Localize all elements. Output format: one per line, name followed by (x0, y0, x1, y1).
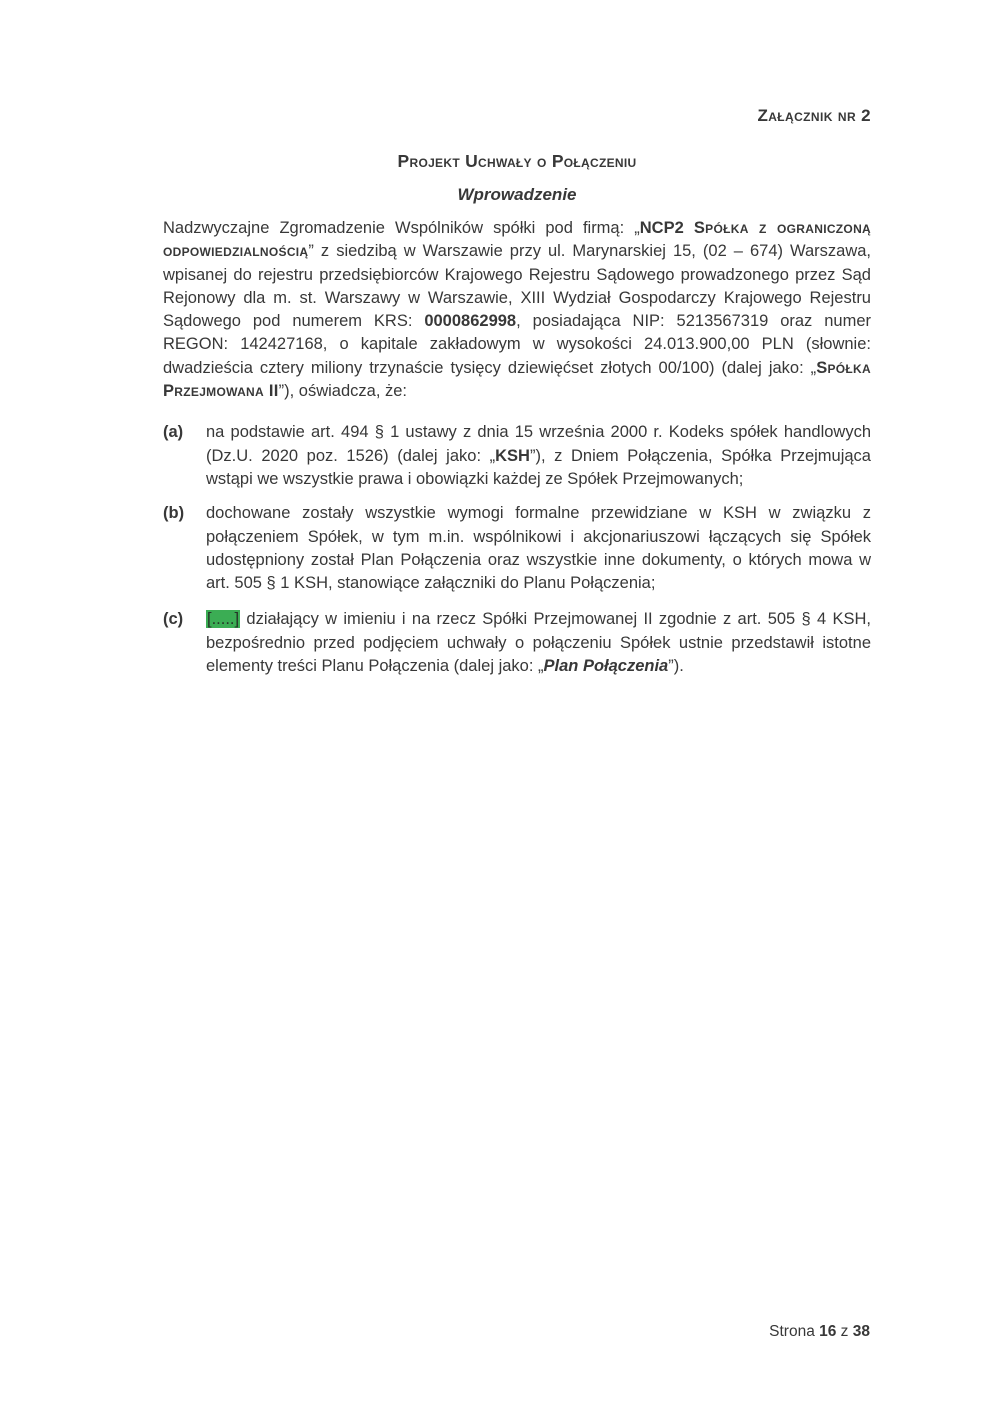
text-segment: Strona (769, 1323, 820, 1340)
text-segment: ”), z Dniem Połączenia, Spółka Przejmująca wstąpi we wszystkie prawa i obowiązki każdej ze Spółek Przejmowanych; (206, 446, 871, 488)
text-segment: ”), oświadcza, że: (278, 382, 407, 401)
document-subtitle: Wprowadzenie (457, 185, 577, 204)
item-text (206, 423, 871, 488)
list-item-c (163, 608, 871, 678)
text-segment: dochowane zostały wszystkie wymogi formalne przewidziane w KSH w związku z połączeniem Spółek, w tym m.in. wspólnikowi i akcjonariuszowi łączących się Spółek udostępniony został Plan Połączenia oraz wszystkie inne dokumenty, o których mowa w art. 505 § 1 KSH, stanowiące załączniki do Planu Połączenia; (206, 504, 871, 593)
text-segment: NCP2 (639, 219, 694, 237)
text-segment: , posiadająca NIP: 5213567319 oraz numer REGON: 142427168, o kapitale zakładowym w wysokości 24.013.900,00 PLN (słownie: dwadzieścia cztery miliony trzynaście tysięcy dziewięćset złotych 00/100) (dalej jako: „ (163, 312, 871, 377)
item-label: (b) (163, 504, 185, 523)
attachment-label: Załącznik nr 2 (757, 106, 871, 125)
document-title: Projekt Uchwały o Połączeniu (397, 151, 637, 171)
page-footer (769, 1322, 870, 1342)
text-segment: Spółka z ograniczoną odpowiedzialnością (163, 219, 871, 261)
text-segment: 0000862998 (424, 312, 517, 331)
text-segment: [.....] (207, 610, 240, 629)
document-content (163, 0, 871, 678)
text-segment: z (836, 1323, 853, 1340)
text-segment: 38 (852, 1323, 870, 1340)
text-segment: ” z siedzibą w Warszawie przy ul. Marynarskiej 15, (02 – 674) Warszawa, wpisanej do rejestru przedsiębiorców Krajowego Rejestru Sądowego prowadzonego przez Sąd Rejonowy dla m. st. Warszawy w Warszawie, XIII Wydział Gospodarczy Krajowego Rejestru Sądowego pod numerem KRS: (163, 242, 871, 331)
list-item-a (163, 421, 871, 491)
text-segment: ”). (668, 657, 684, 676)
text-segment: 16 (819, 1323, 837, 1340)
item-label: (a) (163, 423, 184, 442)
list-item-b (163, 502, 871, 595)
item-label: (c) (163, 610, 184, 629)
text-segment: na podstawie art. 494 § 1 ustawy z dnia 15 września 2000 r. Kodeks spółek handlowych (Dz.U. 2020 poz. 1526) (dalej jako: „ (206, 423, 871, 465)
text-segment: Nadzwyczajne Zgromadzenie Wspólników spółki pod firmą: „ (163, 219, 640, 237)
text-segment: Spółka Przejmowana II (163, 358, 871, 401)
item-text (206, 504, 871, 592)
intro-paragraph (163, 217, 871, 403)
text-segment: działający w imieniu i na rzecz Spółki Przejmowanej II zgodnie z art. 505 § 4 KSH, bezpośrednio przed podjęciem uchwały o połączeniu Spółek ustnie przedstawił istotne elementy treści Planu Połączenia (dalej jako: „ (206, 610, 871, 676)
text-segment: Plan Połączenia (543, 657, 669, 676)
item-text (206, 610, 871, 675)
text-segment: KSH (495, 446, 530, 465)
